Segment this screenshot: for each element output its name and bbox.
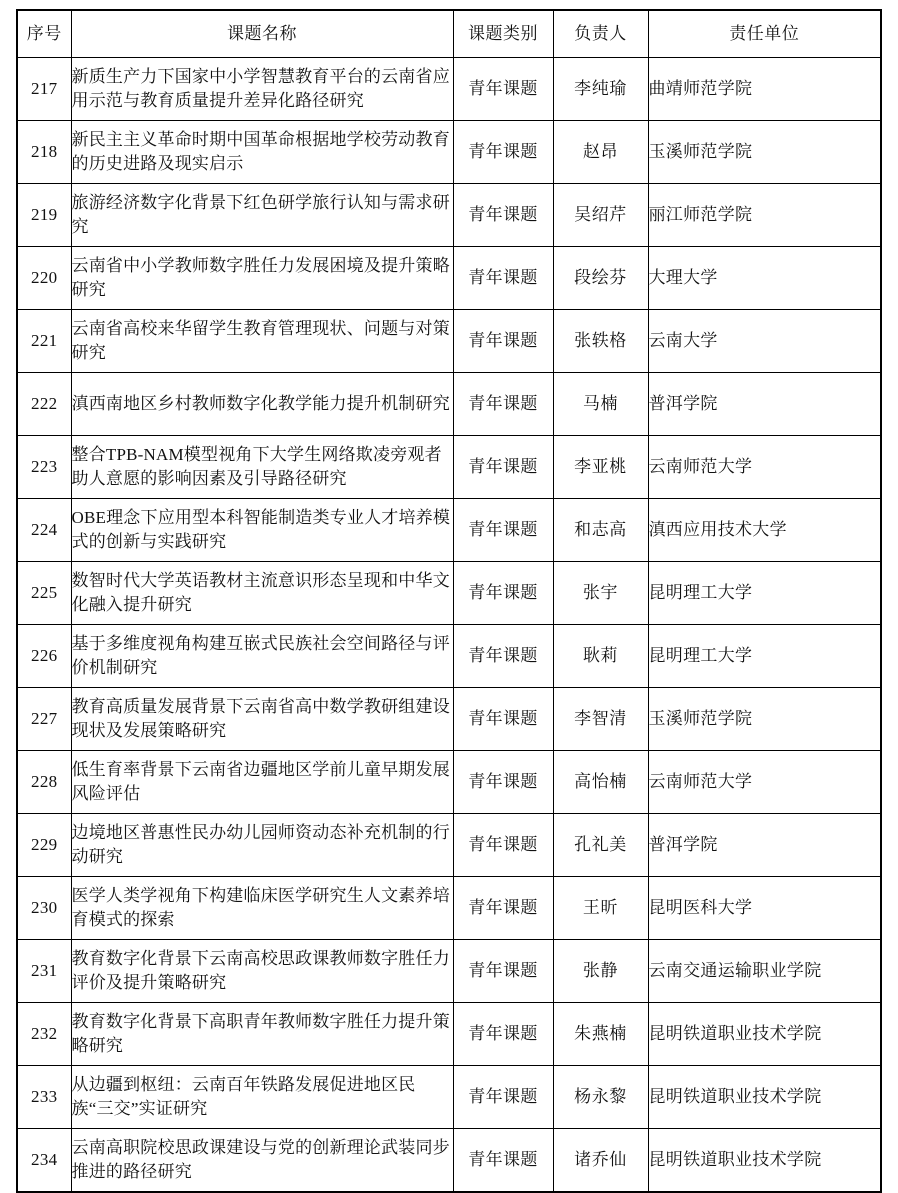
cell-category: 青年课题	[453, 751, 553, 814]
table-row	[17, 310, 881, 373]
cell-title: 数智时代大学英语教材主流意识形态呈现和中华文化融入提升研究	[71, 562, 453, 625]
cell-seq: 226	[17, 625, 71, 688]
cell-seq: 221	[17, 310, 71, 373]
cell-category: 青年课题	[453, 1003, 553, 1066]
cell-unit: 玉溪师范学院	[648, 121, 881, 184]
table-row	[17, 1129, 881, 1193]
cell-unit: 滇西应用技术大学	[648, 499, 881, 562]
cell-unit: 云南师范大学	[648, 751, 881, 814]
cell-category: 青年课题	[453, 121, 553, 184]
cell-unit: 昆明铁道职业技术学院	[648, 1003, 881, 1066]
cell-title: 新质生产力下国家中小学智慧教育平台的云南省应用示范与教育质量提升差异化路径研究	[71, 58, 453, 121]
cell-category: 青年课题	[453, 625, 553, 688]
cell-unit: 曲靖师范学院	[648, 58, 881, 121]
table-header-row	[17, 10, 881, 58]
cell-seq: 218	[17, 121, 71, 184]
cell-title: 教育数字化背景下云南高校思政课教师数字胜任力评价及提升策略研究	[71, 940, 453, 1003]
column-header-person: 负责人	[553, 10, 648, 58]
cell-title: 旅游经济数字化背景下红色研学旅行认知与需求研究	[71, 184, 453, 247]
cell-person: 和志高	[553, 499, 648, 562]
cell-seq: 228	[17, 751, 71, 814]
table-row	[17, 184, 881, 247]
table-row	[17, 751, 881, 814]
cell-person: 高怡楠	[553, 751, 648, 814]
table-row	[17, 1003, 881, 1066]
table-row	[17, 499, 881, 562]
cell-title: 基于多维度视角构建互嵌式民族社会空间路径与评价机制研究	[71, 625, 453, 688]
cell-seq: 232	[17, 1003, 71, 1066]
cell-person: 吴绍芹	[553, 184, 648, 247]
table-row	[17, 58, 881, 121]
column-header-seq: 序号	[17, 10, 71, 58]
column-header-category: 课题类别	[453, 10, 553, 58]
cell-person: 朱燕楠	[553, 1003, 648, 1066]
table-row	[17, 121, 881, 184]
table-row	[17, 688, 881, 751]
cell-unit: 丽江师范学院	[648, 184, 881, 247]
cell-person: 孔礼美	[553, 814, 648, 877]
cell-unit: 普洱学院	[648, 814, 881, 877]
cell-unit: 云南交通运输职业学院	[648, 940, 881, 1003]
cell-person: 张宇	[553, 562, 648, 625]
table-row	[17, 814, 881, 877]
cell-person: 马楠	[553, 373, 648, 436]
cell-category: 青年课题	[453, 562, 553, 625]
cell-title: 新民主主义革命时期中国革命根据地学校劳动教育的历史进路及现实启示	[71, 121, 453, 184]
cell-unit: 普洱学院	[648, 373, 881, 436]
cell-person: 赵昂	[553, 121, 648, 184]
cell-person: 李亚桃	[553, 436, 648, 499]
cell-unit: 昆明医科大学	[648, 877, 881, 940]
cell-category: 青年课题	[453, 310, 553, 373]
table-row	[17, 436, 881, 499]
cell-category: 青年课题	[453, 814, 553, 877]
cell-unit: 云南大学	[648, 310, 881, 373]
cell-category: 青年课题	[453, 436, 553, 499]
table-body	[17, 58, 881, 1193]
table-row	[17, 940, 881, 1003]
cell-unit: 昆明铁道职业技术学院	[648, 1129, 881, 1193]
cell-category: 青年课题	[453, 58, 553, 121]
cell-person: 王昕	[553, 877, 648, 940]
cell-title: 滇西南地区乡村教师数字化教学能力提升机制研究	[71, 373, 453, 436]
cell-seq: 219	[17, 184, 71, 247]
table-row	[17, 247, 881, 310]
table-row	[17, 877, 881, 940]
cell-title: 医学人类学视角下构建临床医学研究生人文素养培育模式的探索	[71, 877, 453, 940]
cell-seq: 234	[17, 1129, 71, 1193]
cell-category: 青年课题	[453, 688, 553, 751]
cell-unit: 大理大学	[648, 247, 881, 310]
cell-person: 张轶格	[553, 310, 648, 373]
cell-person: 杨永黎	[553, 1066, 648, 1129]
cell-title: 边境地区普惠性民办幼儿园师资动态补充机制的行动研究	[71, 814, 453, 877]
cell-unit: 昆明理工大学	[648, 625, 881, 688]
cell-category: 青年课题	[453, 877, 553, 940]
cell-person: 李纯瑜	[553, 58, 648, 121]
cell-category: 青年课题	[453, 184, 553, 247]
cell-seq: 225	[17, 562, 71, 625]
cell-category: 青年课题	[453, 940, 553, 1003]
table-header	[17, 10, 881, 58]
cell-seq: 224	[17, 499, 71, 562]
cell-title: 教育高质量发展背景下云南省高中数学教研组建设现状及发展策略研究	[71, 688, 453, 751]
cell-seq: 222	[17, 373, 71, 436]
cell-unit: 云南师范大学	[648, 436, 881, 499]
cell-title: 教育数字化背景下高职青年教师数字胜任力提升策略研究	[71, 1003, 453, 1066]
cell-person: 李智清	[553, 688, 648, 751]
cell-unit: 昆明铁道职业技术学院	[648, 1066, 881, 1129]
cell-category: 青年课题	[453, 373, 553, 436]
cell-unit: 昆明理工大学	[648, 562, 881, 625]
table-row	[17, 562, 881, 625]
cell-seq: 229	[17, 814, 71, 877]
cell-seq: 223	[17, 436, 71, 499]
cell-seq: 230	[17, 877, 71, 940]
table-row	[17, 1066, 881, 1129]
cell-seq: 227	[17, 688, 71, 751]
project-list-table	[16, 9, 882, 1193]
cell-title: 低生育率背景下云南省边疆地区学前儿童早期发展风险评估	[71, 751, 453, 814]
table-row	[17, 625, 881, 688]
cell-title: 整合TPB-NAM模型视角下大学生网络欺凌旁观者助人意愿的影响因素及引导路径研究	[71, 436, 453, 499]
cell-title: 云南省高校来华留学生教育管理现状、问题与对策研究	[71, 310, 453, 373]
cell-person: 段绘芬	[553, 247, 648, 310]
cell-person: 张静	[553, 940, 648, 1003]
table-row	[17, 373, 881, 436]
cell-title: 云南省中小学教师数字胜任力发展困境及提升策略研究	[71, 247, 453, 310]
cell-seq: 231	[17, 940, 71, 1003]
column-header-title: 课题名称	[71, 10, 453, 58]
cell-title: 从边疆到枢纽：云南百年铁路发展促进地区民族“三交”实证研究	[71, 1066, 453, 1129]
cell-category: 青年课题	[453, 247, 553, 310]
cell-seq: 233	[17, 1066, 71, 1129]
cell-title: 云南高职院校思政课建设与党的创新理论武装同步推进的路径研究	[71, 1129, 453, 1193]
cell-person: 耿莉	[553, 625, 648, 688]
cell-person: 诸乔仙	[553, 1129, 648, 1193]
cell-category: 青年课题	[453, 1066, 553, 1129]
cell-unit: 玉溪师范学院	[648, 688, 881, 751]
cell-seq: 217	[17, 58, 71, 121]
cell-title: OBE理念下应用型本科智能制造类专业人才培养模式的创新与实践研究	[71, 499, 453, 562]
cell-category: 青年课题	[453, 499, 553, 562]
cell-seq: 220	[17, 247, 71, 310]
column-header-unit: 责任单位	[648, 10, 881, 58]
cell-category: 青年课题	[453, 1129, 553, 1193]
